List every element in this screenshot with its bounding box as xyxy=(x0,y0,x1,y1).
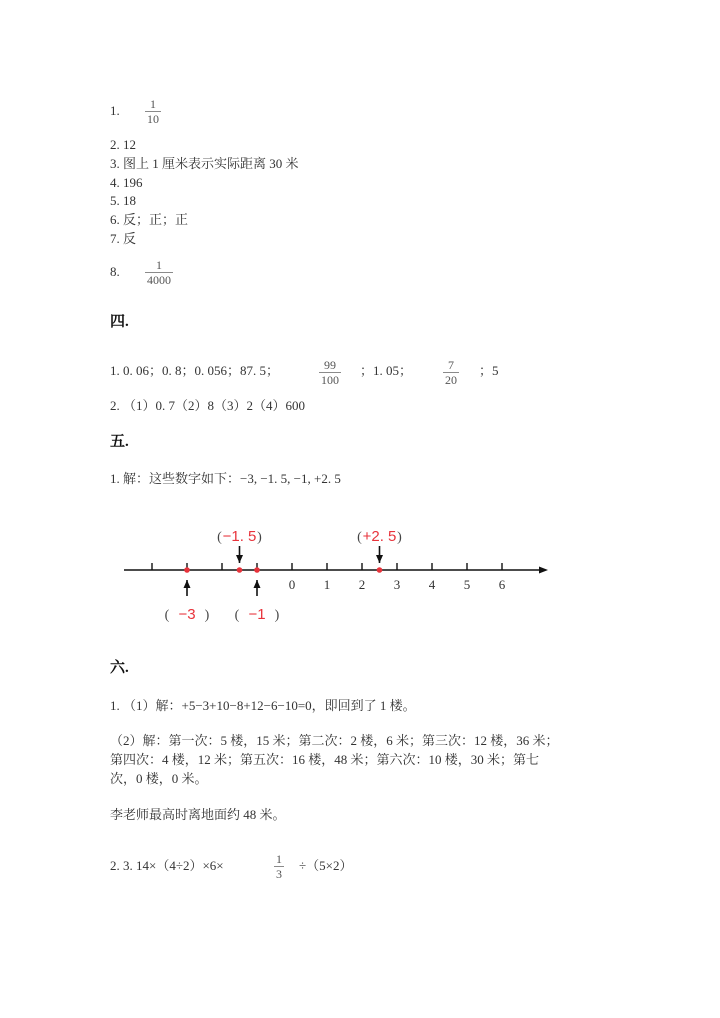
fraction-denominator: 100 xyxy=(321,373,339,387)
number-line-point xyxy=(237,567,243,573)
answer-8-fraction xyxy=(145,258,173,287)
tick-label: 0 xyxy=(288,577,296,592)
answer-5: 5. 18 xyxy=(110,193,136,208)
point-label: −3 xyxy=(178,606,196,623)
down-arrow-icon xyxy=(236,555,243,563)
fraction-numerator: 1 xyxy=(276,852,282,866)
section-6-q1-part1: 1. （1）解：+5−3+10−8+12−6−10=0，即回到了 1 楼。 xyxy=(110,698,416,713)
fraction-denominator: 10 xyxy=(147,112,159,126)
section-4-heading: 四. xyxy=(110,314,129,330)
axis-arrow-icon xyxy=(539,567,548,574)
number-line-point xyxy=(377,567,383,573)
answer-1-fraction xyxy=(145,97,161,126)
section-4-q1-fraction-1 xyxy=(319,358,341,387)
tick-label: 4 xyxy=(428,577,436,592)
paren-open: ( xyxy=(164,608,170,623)
section-4-q1-middle: ；1. 05； xyxy=(360,363,413,378)
tick-label: 5 xyxy=(463,577,471,592)
fraction-denominator: 20 xyxy=(445,373,457,387)
paren-close: ) xyxy=(397,530,402,545)
down-arrow-icon xyxy=(376,555,383,563)
section-6-q1-part2-line-3: 次，0 楼，0 米。 xyxy=(110,771,208,786)
answer-3: 3. 图上 1 厘米表示实际距离 30 米 xyxy=(110,156,299,171)
section-5-heading: 五. xyxy=(110,434,129,450)
answer-7: 7. 反 xyxy=(110,231,137,246)
fraction-numerator: 1 xyxy=(150,97,156,111)
section-5-q1: 1. 解：这些数字如下：−3, −1. 5, −1, +2. 5 xyxy=(110,471,341,486)
point-label: −1 xyxy=(248,606,266,623)
number-line-point xyxy=(254,567,260,573)
point-label: +2. 5 xyxy=(362,528,397,545)
section-4-q2: 2. （1）0. 7（2）8（3）2（4）600 xyxy=(110,398,306,413)
up-arrow-icon xyxy=(184,580,191,588)
section-6-conclusion: 李老师最高时离地面约 48 米。 xyxy=(110,807,286,822)
answer-2: 2. 12 xyxy=(110,137,136,152)
section-4-q1-suffix: ；5 xyxy=(479,363,499,378)
section-6-q1-part2-line-1: （2）解：第一次：5 楼，15 米；第二次：2 楼，6 米；第三次：12 楼，36 米； xyxy=(110,733,559,748)
answer-8-label: 8. xyxy=(110,264,120,279)
tick-label: 2 xyxy=(358,577,366,592)
tick-label: 1 xyxy=(323,577,331,592)
section-6-q2-prefix: 2. 3. 14×（4÷2）×6× xyxy=(110,858,224,873)
fraction-denominator: 3 xyxy=(276,867,282,881)
paren-close: ) xyxy=(274,608,280,623)
section-4-q1-prefix: 1. 0. 06；0. 8；0. 056；87. 5； xyxy=(110,363,280,378)
paren-open: ( xyxy=(217,530,222,545)
paren-open: ( xyxy=(357,530,362,545)
answer-4: 4. 196 xyxy=(110,175,143,190)
section-6-q2-fraction xyxy=(274,852,284,881)
section-6-heading: 六. xyxy=(110,660,129,676)
section-4-q1-fraction-2 xyxy=(443,358,459,387)
tick-label: 6 xyxy=(498,577,506,592)
fraction-numerator: 99 xyxy=(324,358,336,372)
paren-close: ) xyxy=(204,608,210,623)
point-label: −1. 5 xyxy=(222,528,257,545)
paren-close: ) xyxy=(257,530,262,545)
fraction-numerator: 1 xyxy=(156,258,162,272)
fraction-denominator: 4000 xyxy=(147,273,171,287)
answer-1-label: 1. xyxy=(110,103,120,118)
section-6-q1-part2-line-2: 第四次：4 楼，12 米；第五次：16 楼，48 米；第六次：10 楼，30 米；第七 xyxy=(110,752,540,767)
fraction-numerator: 7 xyxy=(448,358,454,372)
tick-label: 3 xyxy=(393,577,401,592)
section-6-q2-suffix: ÷（5×2） xyxy=(299,858,353,873)
paren-open: ( xyxy=(234,608,240,623)
up-arrow-icon xyxy=(254,580,261,588)
number-line-diagram xyxy=(0,500,720,640)
number-line-point xyxy=(184,567,190,573)
answer-6: 6. 反；正；正 xyxy=(110,212,189,227)
